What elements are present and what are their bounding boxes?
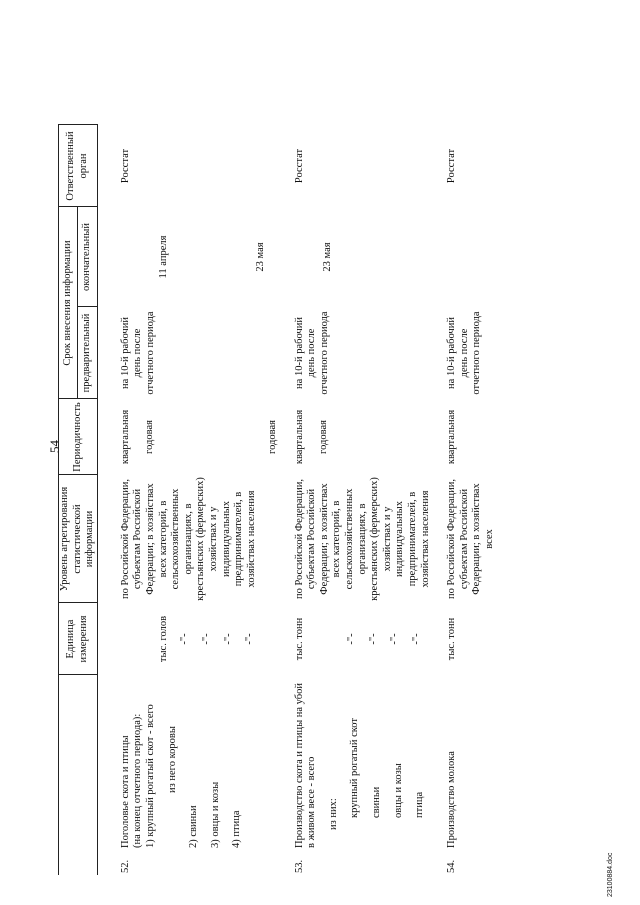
header-aggregation: Уровень агрегирования статистической информации — [59, 475, 98, 603]
row-name: Производство молока — [446, 751, 458, 848]
header-deadline-final: окончательный — [78, 207, 97, 307]
row-item-label: свиньи — [370, 786, 382, 818]
header-periodicity: Периодичность — [59, 399, 98, 475]
row-unit: тыс. тонн — [446, 617, 458, 661]
row-deadline-prelim: на 10-й рабочий день после отчетного периода — [293, 311, 330, 395]
row-unit — [294, 603, 433, 675]
row-item-label: 1) крупный рогатый скот - всего — [144, 704, 156, 848]
deadline-final-value: 23 мая — [321, 242, 333, 272]
header-deadline-prelim: предварительный — [78, 307, 97, 399]
row-aggregation: по Российской Федерации, субъектам Российской Федерации; в хозяйствах всех — [446, 478, 495, 600]
unit-value: -"- — [346, 633, 358, 645]
row-agency: Росстат — [119, 148, 131, 184]
row-subheader: из них: — [327, 798, 339, 830]
row-agency: Росстат — [446, 148, 458, 184]
periodicity-value: годовая — [318, 420, 330, 454]
header-blank — [59, 675, 98, 875]
row-item-label: 2) свиньи — [188, 805, 200, 848]
periodicity-value: годовая — [144, 420, 156, 454]
row-name — [294, 675, 433, 850]
unit-value: -"- — [200, 633, 212, 645]
unit-value: тыс. голов — [157, 615, 169, 663]
row-periodicity — [294, 399, 433, 475]
row-name-line: (на конец отчетного периода): — [132, 713, 144, 848]
row-aggregation: по Российской Федерации, субъектам Российской Федерации; в хозяйствах всех категорий, в сельскохозяйственных организациях, в крестьянских (фермерских) хозяйствах и у индивидуальных предпринимателей, в хозяйствах населения — [119, 477, 257, 601]
table-row — [97, 125, 279, 875]
unit-value: -"- — [244, 633, 256, 645]
unit-value: -"- — [410, 633, 422, 645]
row-item-label: из него коровы — [166, 726, 178, 793]
row-deadline-prelim: на 10-й рабочий день после отчетного периода — [119, 311, 156, 395]
unit-value: -"- — [367, 633, 379, 645]
table-row — [446, 125, 496, 875]
deadline-final-value: 23 мая — [255, 242, 267, 272]
row-deadline-final — [294, 207, 433, 307]
row-item-label: 3) овцы и козы — [209, 781, 221, 848]
row-item-label: 4) птица — [231, 810, 243, 848]
row-unit — [97, 603, 279, 675]
row-name — [97, 675, 279, 850]
footer-filename: 23100884.doc — [607, 852, 614, 897]
header-unit: Единица измерения — [59, 603, 98, 675]
row-number: 53. — [293, 859, 305, 873]
row-agency: Росстат — [293, 148, 305, 184]
periodicity-value: квартальная — [119, 409, 131, 465]
unit-value: -"- — [389, 633, 401, 645]
periodicity-value: годовая — [266, 420, 278, 454]
row-deadline-final — [446, 207, 496, 307]
statistics-table — [58, 125, 496, 876]
row-deadline-final — [97, 207, 279, 307]
header-agency: Ответственный орган — [59, 125, 98, 207]
row-item-label: крупный рогатый скот — [349, 717, 361, 818]
row-deadline-prelim: на 10-й рабочий день после отчетного периода — [446, 311, 483, 395]
unit-value: -"- — [222, 633, 234, 645]
row-item-label: птица — [414, 791, 426, 818]
row-item-label: овцы и козы — [392, 763, 404, 818]
row-number: 52. — [119, 859, 131, 873]
periodicity-value: квартальная — [293, 409, 305, 465]
row-name-line: Поголовье скота и птицы — [119, 735, 131, 848]
unit-value: тыс. тонн — [293, 617, 305, 661]
row-name-line: Производство скота и птицы на убой в живом весе - всего — [293, 683, 318, 848]
page-number: 54 — [47, 440, 62, 453]
unit-value: -"- — [179, 633, 191, 645]
header-deadline: Срок внесения информации — [59, 207, 78, 399]
row-periodicity — [97, 399, 279, 475]
deadline-final-value: 11 апреля — [157, 235, 169, 279]
table-row — [294, 125, 433, 875]
row-number: 54. — [446, 859, 458, 873]
row-periodicity: квартальная — [446, 409, 458, 465]
row-aggregation: по Российской Федерации, субъектам Российской Федерации; в хозяйствах всех категорий, в сельскохозяйственных организациях, в крестьянских (фермерских) хозяйствах и у индивидуальных предпринимателей, в хозяйствах населения — [293, 477, 431, 601]
